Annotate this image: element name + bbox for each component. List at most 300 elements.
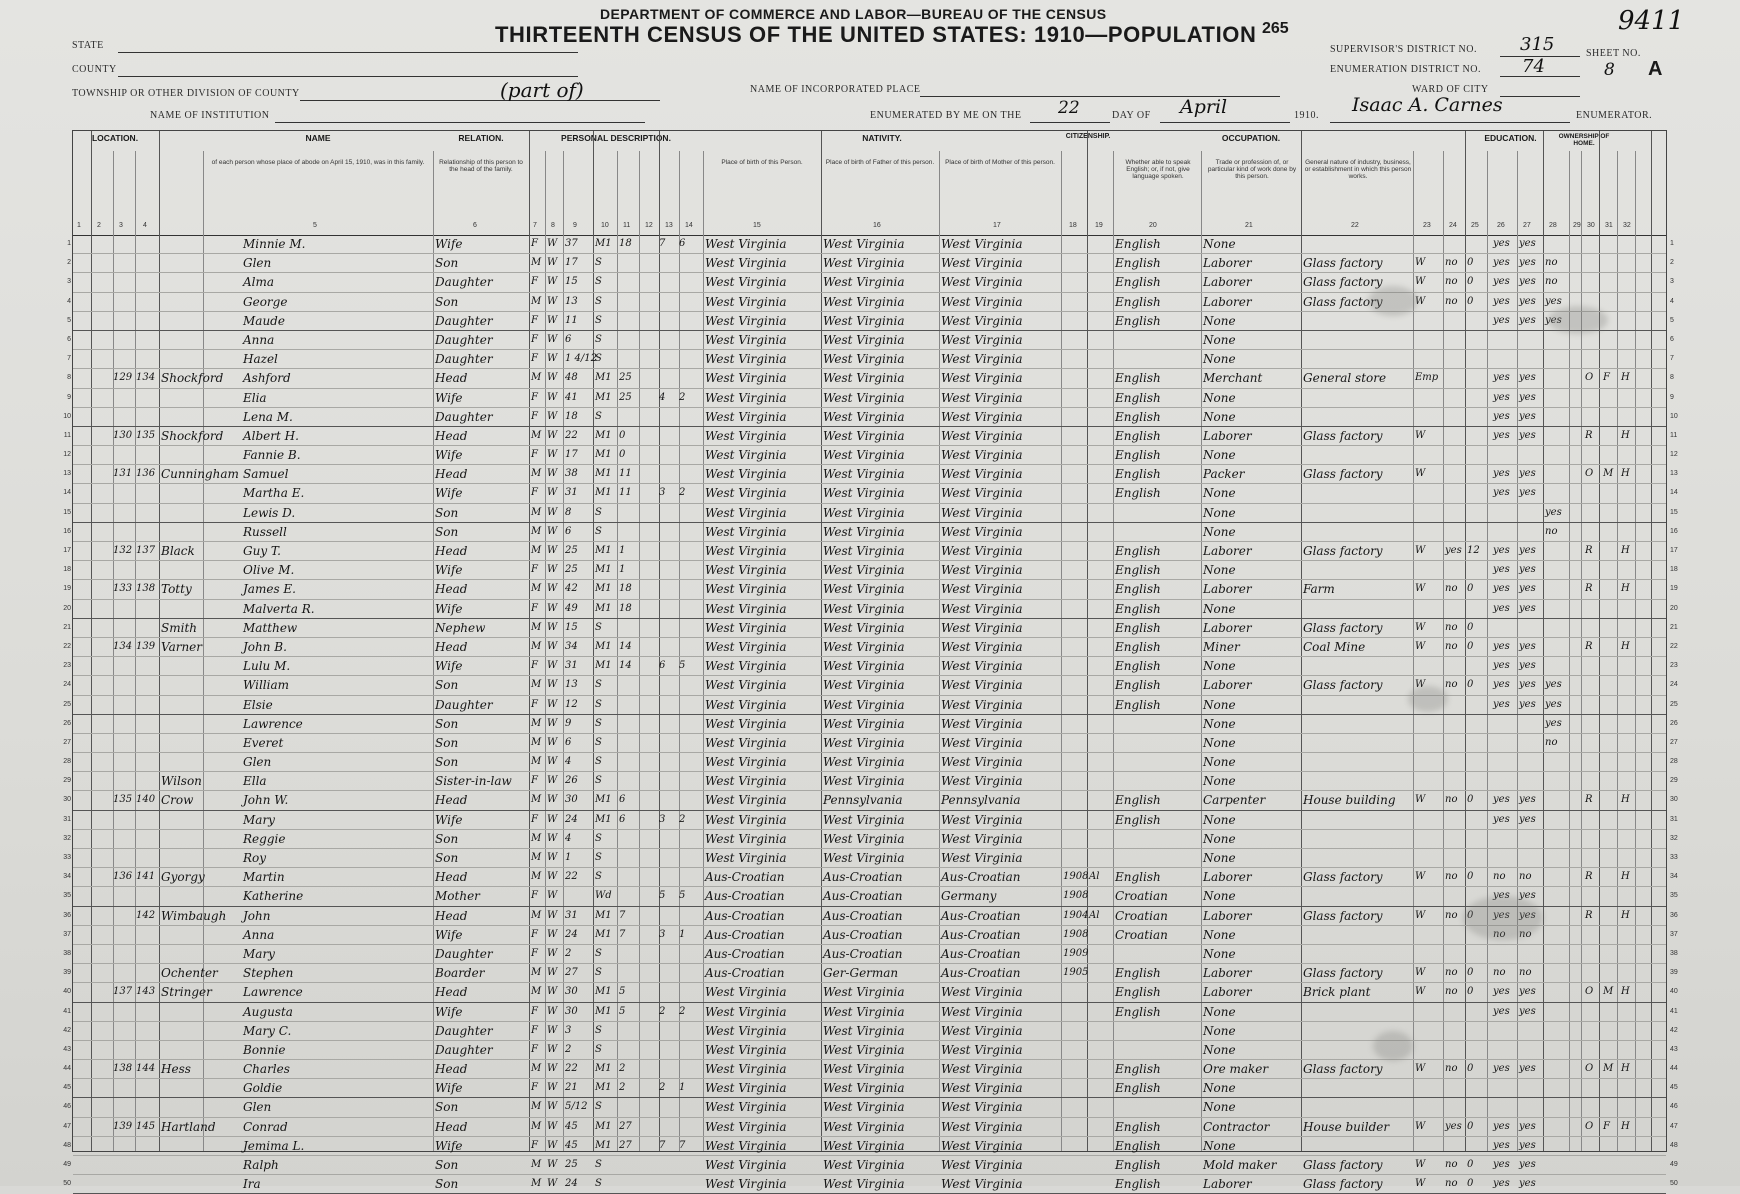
line-number-right: 2	[1670, 259, 1674, 267]
cell-rel: Wife	[435, 1004, 463, 1019]
table-row	[63, 1079, 1678, 1098]
cell-age: 31	[565, 487, 578, 499]
cell-mpob: West Virginia	[941, 294, 1023, 309]
cell-race: W	[547, 756, 558, 768]
line-number-right: 13	[1670, 470, 1678, 478]
group-citizenship: CITIZENSHIP.	[1065, 133, 1111, 140]
sheet-no-label: SHEET NO.	[1586, 48, 1641, 59]
cell-fam: 135	[136, 429, 156, 441]
cell-rel: Wife	[435, 659, 463, 674]
cell-ind: Glass factory	[1303, 544, 1383, 558]
cell-emp: W	[1415, 640, 1426, 652]
line-number: 47	[63, 1122, 71, 1130]
line-number-right: 19	[1670, 585, 1678, 593]
cell-rd: yes	[1493, 1120, 1510, 1132]
cell-given: John	[243, 908, 271, 923]
cell-sch: yes	[1545, 314, 1562, 326]
cell-ind: General store	[1303, 371, 1387, 386]
cell-hs: H	[1621, 1120, 1630, 1132]
cell-yrs: 18	[619, 583, 632, 595]
cell-ch1: 3	[659, 487, 666, 499]
cell-ms: M1	[595, 238, 612, 249]
cell-given: Mary C.	[243, 1023, 292, 1038]
cell-pob: West Virginia	[705, 390, 787, 405]
cell-emp: W	[1415, 909, 1426, 921]
cell-ch1: 6	[659, 660, 666, 672]
cell-w1: no	[1445, 583, 1458, 595]
group-ownership: OWNERSHIP OF HOME.	[1558, 133, 1610, 147]
cell-rel: Son	[435, 831, 459, 846]
cell-rel: Wife	[435, 927, 463, 942]
cell-rd: yes	[1493, 276, 1510, 288]
cell-w1: no	[1445, 794, 1458, 806]
cell-race: W	[547, 986, 558, 998]
column-number: 7	[533, 222, 537, 229]
cell-age: 17	[565, 449, 578, 461]
cell-rel: Son	[435, 678, 459, 693]
cell-given: Hazel	[243, 352, 278, 367]
column-number: 15	[753, 222, 761, 229]
cell-rel: Daughter	[435, 332, 493, 347]
subhead-pob-father: Place of birth of Father of this person.	[825, 159, 935, 166]
cell-mpob: Aus-Croatian	[941, 927, 1021, 942]
line-number-right: 16	[1670, 527, 1678, 535]
cell-ind: House builder	[1303, 1119, 1390, 1134]
cell-sex: F	[531, 660, 538, 672]
cell-given: Anna	[243, 927, 275, 942]
cell-mpob: West Virginia	[941, 313, 1023, 328]
cell-sex: M	[531, 429, 542, 441]
cell-fpob: West Virginia	[823, 1158, 905, 1172]
cell-rel: Daughter	[435, 697, 493, 712]
cell-rd: yes	[1493, 1178, 1510, 1190]
cell-mpob: West Virginia	[941, 678, 1023, 693]
cell-wr: yes	[1519, 794, 1536, 806]
cell-trade: None	[1203, 697, 1236, 712]
cell-age: 1 4/12	[565, 353, 597, 365]
cell-fpob: West Virginia	[823, 275, 905, 290]
cell-fam: 139	[136, 640, 156, 652]
line-number: 32	[63, 834, 71, 842]
line-number-right: 40	[1670, 988, 1678, 996]
cell-sex: F	[531, 1082, 538, 1094]
cell-age: 31	[565, 909, 578, 921]
cell-rd: yes	[1493, 890, 1510, 902]
column-number: 8	[551, 222, 555, 229]
cell-pob: West Virginia	[705, 1177, 787, 1192]
cell-sex: M	[531, 545, 542, 556]
column-number: 27	[1523, 222, 1531, 229]
township-line	[300, 100, 660, 101]
cell-sch: yes	[1545, 698, 1562, 710]
subhead-relation: Relationship of this person to the head of the family.	[439, 159, 523, 173]
subhead-pob-person: Place of birth of this Person.	[721, 159, 803, 166]
cell-yrs: 11	[619, 487, 632, 499]
cell-mpob: West Virginia	[941, 1119, 1023, 1134]
cell-wr: yes	[1519, 1120, 1536, 1132]
stain	[1548, 306, 1608, 334]
cell-age: 45	[565, 1139, 578, 1151]
cell-emp: W	[1415, 583, 1426, 595]
table-row	[63, 619, 1678, 638]
cell-mpob: Aus-Croatian	[941, 870, 1021, 885]
cell-w1: no	[1445, 276, 1458, 288]
cell-ms: S	[595, 871, 602, 883]
cell-lang: English	[1115, 428, 1161, 443]
cell-rel: Daughter	[435, 352, 493, 367]
cell-race: W	[547, 353, 558, 365]
cell-lang: English	[1115, 1081, 1161, 1096]
cell-rd: yes	[1493, 564, 1510, 576]
cell-rel: Wife	[435, 812, 463, 827]
cell-emp: W	[1415, 794, 1426, 806]
cell-age: 1	[565, 852, 572, 863]
group-name: NAME	[305, 133, 331, 143]
cell-pob: West Virginia	[705, 486, 787, 501]
line-number-right: 43	[1670, 1045, 1678, 1053]
cell-sex: M	[531, 679, 542, 691]
cell-mpob: West Virginia	[941, 697, 1023, 712]
cell-w1: no	[1445, 986, 1458, 998]
line-number-right: 42	[1670, 1026, 1678, 1034]
cell-ms: S	[595, 506, 602, 518]
cell-trade: None	[1203, 1138, 1236, 1153]
cell-given: Elsie	[243, 697, 273, 712]
cell-wr: yes	[1519, 314, 1536, 326]
cell-trade: None	[1203, 505, 1236, 520]
cell-ms: S	[595, 756, 602, 768]
cell-sex: M	[531, 640, 542, 652]
line-number: 22	[63, 642, 71, 650]
cell-race: W	[547, 775, 558, 787]
cell-sex: M	[531, 756, 542, 768]
cell-ind: Glass factory	[1303, 1158, 1383, 1172]
cell-trade: None	[1203, 716, 1236, 731]
cell-mpob: West Virginia	[941, 563, 1023, 578]
cell-pob: West Virginia	[705, 409, 787, 424]
cell-yrs: 18	[619, 602, 632, 614]
cell-mpob: West Virginia	[941, 467, 1023, 482]
table-row	[63, 523, 1678, 542]
cell-wr: no	[1519, 871, 1532, 883]
cell-ind: Glass factory	[1303, 1062, 1383, 1077]
cell-given: Matthew	[243, 620, 298, 635]
cell-yrs: 5	[619, 1005, 626, 1017]
cell-trade: None	[1203, 563, 1236, 578]
cell-ind: Brick plant	[1303, 985, 1371, 1000]
cell-pob: Aus-Croatian	[705, 889, 785, 904]
cell-lang: English	[1115, 1004, 1161, 1019]
cell-ms: S	[595, 775, 602, 787]
cell-own: O	[1585, 468, 1594, 480]
cell-w1: no	[1445, 640, 1458, 652]
cell-ms: M1	[595, 660, 612, 672]
cell-fpob: West Virginia	[823, 237, 905, 251]
cell-age: 18	[565, 410, 578, 422]
cell-sch: yes	[1545, 506, 1562, 518]
cell-given: Conrad	[243, 1119, 288, 1134]
cell-rel: Son	[435, 1177, 459, 1192]
cell-given: Maude	[243, 313, 285, 328]
cell-emp: W	[1415, 1159, 1426, 1170]
table-row	[63, 465, 1678, 484]
cell-trade: None	[1203, 1004, 1236, 1019]
cell-lang: English	[1115, 697, 1161, 712]
line-number-right: 39	[1670, 969, 1678, 977]
cell-given: John W.	[243, 793, 289, 808]
line-number: 26	[63, 719, 71, 727]
cell-fpob: West Virginia	[823, 1004, 905, 1019]
cell-rel: Son	[435, 524, 459, 539]
cell-rd: yes	[1493, 602, 1510, 614]
line-number: 34	[63, 873, 71, 881]
cell-fam: 145	[136, 1120, 156, 1132]
cell-rd: no	[1493, 967, 1506, 979]
cell-ms: S	[595, 679, 602, 691]
table-row	[63, 561, 1678, 580]
line-number-right: 4	[1670, 297, 1674, 305]
cell-ms: M1	[595, 813, 612, 825]
cell-fpob: Aus-Croatian	[823, 889, 903, 904]
cell-rel: Head	[435, 985, 468, 1000]
line-number: 37	[63, 930, 71, 938]
cell-ind: Glass factory	[1303, 620, 1383, 635]
line-number: 40	[63, 988, 71, 996]
line-number: 45	[63, 1084, 71, 1092]
cell-lang: English	[1115, 409, 1161, 424]
cell-given: Stephen	[243, 966, 294, 981]
stain	[1463, 896, 1543, 940]
cell-age: 27	[565, 967, 578, 979]
cell-trade: Contractor	[1203, 1119, 1270, 1134]
cell-trade: None	[1203, 889, 1236, 904]
cell-sex: M	[531, 871, 542, 883]
cell-fpob: West Virginia	[823, 659, 905, 674]
cell-mpob: West Virginia	[941, 601, 1023, 616]
cell-w1: no	[1445, 967, 1458, 979]
cell-pob: West Virginia	[705, 1158, 787, 1172]
cell-lang: English	[1115, 659, 1161, 674]
cell-rel: Head	[435, 467, 468, 482]
cell-sur: Hartland	[161, 1119, 216, 1134]
cell-given: George	[243, 294, 288, 309]
cell-rel: Head	[435, 582, 468, 597]
cell-mpob: West Virginia	[941, 1177, 1023, 1192]
cell-emp: W	[1415, 468, 1426, 480]
line-number: 25	[63, 700, 71, 708]
cell-given: John B.	[243, 639, 287, 654]
cell-dw: 133	[113, 583, 133, 595]
line-number: 7	[67, 355, 71, 363]
cell-mpob: Aus-Croatian	[941, 946, 1021, 961]
enumeration-month: April	[1180, 96, 1228, 118]
cell-fam: 138	[136, 583, 156, 595]
table-row	[63, 1022, 1678, 1041]
cell-fpob: West Virginia	[823, 831, 905, 846]
table-row	[63, 926, 1678, 945]
cell-age: 42	[565, 583, 578, 595]
cell-fam: 134	[136, 372, 156, 384]
cell-sex: F	[531, 564, 538, 576]
cell-wr: yes	[1519, 564, 1536, 576]
cell-age: 30	[565, 794, 578, 806]
cell-yrs: 2	[619, 1082, 626, 1094]
cell-age: 37	[565, 238, 578, 249]
cell-pob: West Virginia	[705, 313, 787, 328]
cell-mpob: West Virginia	[941, 985, 1023, 1000]
line-number: 33	[63, 854, 71, 861]
cell-race: W	[547, 1159, 558, 1170]
cell-fpob: West Virginia	[823, 1042, 905, 1057]
cell-fpob: West Virginia	[823, 544, 905, 558]
cell-age: 17	[565, 257, 578, 269]
cell-age: 25	[565, 545, 578, 556]
cell-ch2: 2	[679, 813, 686, 825]
cell-lang: English	[1115, 582, 1161, 597]
line-number: 38	[63, 949, 71, 957]
cell-given: Lena M.	[243, 409, 293, 424]
cell-fpob: West Virginia	[823, 332, 905, 347]
cell-ind: Glass factory	[1303, 1177, 1383, 1192]
cell-sch: yes	[1545, 295, 1562, 307]
cell-fm: F	[1603, 372, 1610, 384]
cell-age: 25	[565, 564, 578, 576]
cell-trade: None	[1203, 927, 1236, 942]
cell-ch2: 1	[679, 1082, 686, 1094]
line-number-right: 27	[1670, 738, 1678, 746]
printed-page-number: 265	[1262, 20, 1289, 37]
ward-label: WARD OF CITY	[1412, 84, 1489, 95]
table-row	[63, 753, 1678, 772]
cell-given: Goldie	[243, 1081, 283, 1096]
cell-trade: None	[1203, 1023, 1236, 1038]
cell-rd: yes	[1493, 372, 1510, 384]
line-number: 9	[67, 393, 71, 401]
cell-fpob: West Virginia	[823, 1081, 905, 1096]
cell-wr: yes	[1519, 583, 1536, 595]
line-number-right: 7	[1670, 355, 1674, 363]
cell-rel: Son	[435, 755, 459, 770]
table-row	[63, 1060, 1678, 1079]
cell-ms: S	[595, 525, 602, 537]
group-education: EDUCATION.	[1484, 133, 1537, 143]
cell-ms: M1	[595, 1063, 612, 1075]
cell-w2: 0	[1467, 583, 1474, 595]
cell-yrs: 5	[619, 986, 626, 998]
table-body	[63, 235, 1678, 1194]
table-row	[63, 734, 1678, 753]
cell-sur: Black	[161, 544, 195, 558]
column-number: 20	[1149, 222, 1157, 229]
cell-sur: Stringer	[161, 985, 212, 1000]
cell-emp: W	[1415, 1178, 1426, 1190]
cell-sex: M	[531, 621, 542, 633]
cell-age: 49	[565, 602, 578, 614]
cell-age: 11	[565, 314, 578, 326]
cell-imm: 1908	[1063, 890, 1089, 902]
cell-wr: yes	[1519, 1159, 1536, 1170]
cell-rd: yes	[1493, 410, 1510, 422]
cell-fpob: West Virginia	[823, 563, 905, 578]
cell-fpob: West Virginia	[823, 735, 905, 750]
cell-emp: W	[1415, 276, 1426, 288]
cell-w2: 0	[1467, 640, 1474, 652]
cell-ms: M1	[595, 564, 612, 576]
line-number-right: 6	[1670, 335, 1674, 343]
cell-rel: Son	[435, 1100, 459, 1115]
cell-lang: Croatian	[1115, 908, 1168, 923]
cell-lang: English	[1115, 985, 1161, 1000]
cell-race: W	[547, 852, 558, 863]
subhead-trade: Trade or profession of, or particular kind of work done by this person.	[1207, 159, 1297, 180]
cell-rel: Son	[435, 256, 459, 271]
cell-w1: no	[1445, 871, 1458, 883]
cell-pob: West Virginia	[705, 237, 787, 251]
cell-w2: 0	[1467, 257, 1474, 269]
cell-sex: M	[531, 832, 542, 844]
cell-fpob: West Virginia	[823, 985, 905, 1000]
cell-trade: None	[1203, 774, 1236, 789]
cell-trade: None	[1203, 409, 1236, 424]
cell-imm: 1908	[1063, 928, 1089, 940]
cell-pob: West Virginia	[705, 620, 787, 635]
cell-given: Lewis D.	[243, 505, 296, 520]
cell-rel: Son	[435, 735, 459, 750]
cell-sex: F	[531, 333, 538, 345]
cell-mpob: West Virginia	[941, 544, 1023, 558]
cell-rel: Head	[435, 428, 468, 443]
line-number-right: 31	[1670, 815, 1678, 823]
cell-mpob: Aus-Croatian	[941, 966, 1021, 981]
cell-ms: S	[595, 353, 602, 365]
cell-w2: 0	[1467, 295, 1474, 307]
cell-age: 12	[565, 698, 578, 710]
cell-sex: M	[531, 1159, 542, 1170]
cell-fpob: West Virginia	[823, 256, 905, 271]
table-row	[63, 907, 1678, 926]
cell-hs: H	[1621, 640, 1630, 652]
cell-race: W	[547, 276, 558, 288]
census-table	[63, 130, 1678, 1192]
county-line	[118, 76, 578, 77]
cell-sex: F	[531, 1139, 538, 1151]
cell-trade: None	[1203, 831, 1236, 846]
line-number: 36	[63, 911, 71, 919]
department-heading: DEPARTMENT OF COMMERCE AND LABOR—BUREAU OF THE CENSUS	[600, 6, 1107, 22]
cell-fpob: Aus-Croatian	[823, 946, 903, 961]
cell-pob: West Virginia	[705, 735, 787, 750]
cell-race: W	[547, 314, 558, 326]
cell-hs: H	[1621, 429, 1630, 441]
cell-sex: F	[531, 1005, 538, 1017]
cell-own: R	[1585, 583, 1593, 595]
cell-pob: West Virginia	[705, 793, 787, 808]
cell-sur: Varner	[161, 639, 203, 654]
cell-fpob: West Virginia	[823, 294, 905, 309]
cell-fam: 144	[136, 1063, 156, 1075]
cell-ms: S	[595, 947, 602, 959]
cell-w2: 0	[1467, 909, 1474, 921]
cell-age: 3	[565, 1024, 572, 1036]
column-number: 12	[645, 222, 653, 229]
line-number: 39	[63, 969, 71, 977]
cell-rd: yes	[1493, 295, 1510, 307]
line-number-right: 17	[1670, 547, 1678, 554]
cell-trade: Laborer	[1203, 294, 1252, 309]
column-number: 23	[1423, 222, 1431, 229]
cell-ms: S	[595, 295, 602, 307]
cell-sex: F	[531, 698, 538, 710]
